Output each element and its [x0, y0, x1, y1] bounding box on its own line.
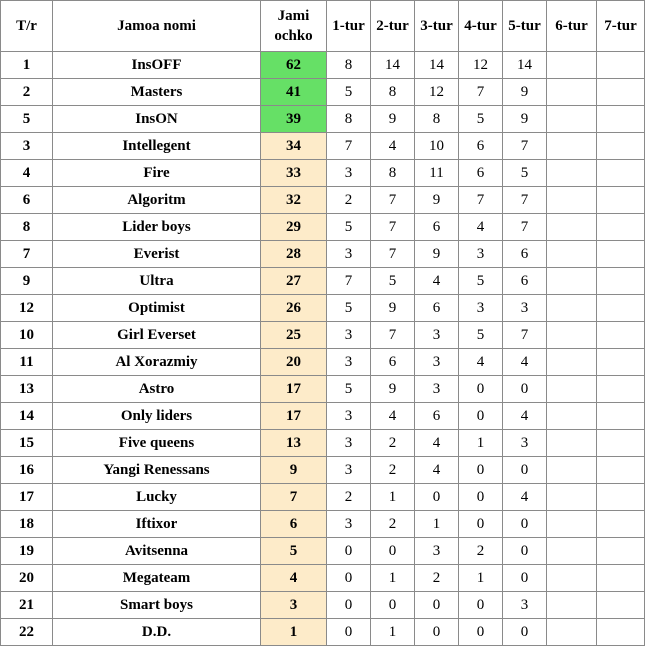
round-3-score: 3 — [415, 376, 459, 403]
row-number: 1 — [1, 52, 53, 79]
round-4-score: 4 — [459, 349, 503, 376]
round-7-score — [597, 538, 645, 565]
table-row — [1, 565, 645, 592]
round-6-score — [547, 349, 597, 376]
total-points: 1 — [261, 619, 327, 646]
round-7-score — [597, 565, 645, 592]
round-7-score — [597, 430, 645, 457]
round-6-score — [547, 268, 597, 295]
table-row — [1, 484, 645, 511]
row-number: 9 — [1, 268, 53, 295]
header-total-line1: Jami — [277, 8, 310, 24]
team-name: Astro — [53, 376, 261, 403]
round-5-score: 0 — [503, 511, 547, 538]
round-6-score — [547, 79, 597, 106]
header-round-5: 5-tur — [503, 1, 547, 52]
total-points: 28 — [261, 241, 327, 268]
round-2-score: 1 — [371, 484, 415, 511]
total-points: 7 — [261, 484, 327, 511]
round-1-score: 0 — [327, 592, 371, 619]
team-name: Girl Everset — [53, 322, 261, 349]
row-number: 20 — [1, 565, 53, 592]
round-7-score — [597, 268, 645, 295]
round-3-score: 3 — [415, 349, 459, 376]
team-name: Lider boys — [53, 214, 261, 241]
total-points: 20 — [261, 349, 327, 376]
table-row — [1, 619, 645, 646]
header-number: T/r — [1, 1, 53, 52]
round-3-score: 6 — [415, 214, 459, 241]
round-5-score: 4 — [503, 403, 547, 430]
round-5-score: 5 — [503, 160, 547, 187]
total-points: 17 — [261, 376, 327, 403]
total-points: 9 — [261, 457, 327, 484]
round-5-score: 0 — [503, 538, 547, 565]
total-points: 13 — [261, 430, 327, 457]
round-2-score: 7 — [371, 241, 415, 268]
round-4-score: 5 — [459, 322, 503, 349]
standings-body — [1, 52, 645, 646]
row-number: 17 — [1, 484, 53, 511]
round-3-score: 9 — [415, 241, 459, 268]
round-5-score: 0 — [503, 619, 547, 646]
round-3-score: 11 — [415, 160, 459, 187]
round-2-score: 8 — [371, 79, 415, 106]
round-7-score — [597, 376, 645, 403]
round-2-score: 1 — [371, 619, 415, 646]
table-row — [1, 79, 645, 106]
row-number: 3 — [1, 133, 53, 160]
team-name: Iftixor — [53, 511, 261, 538]
table-row — [1, 268, 645, 295]
round-7-score — [597, 457, 645, 484]
round-2-score: 7 — [371, 322, 415, 349]
total-points: 5 — [261, 538, 327, 565]
total-points: 39 — [261, 106, 327, 133]
round-1-score: 3 — [327, 349, 371, 376]
round-3-score: 10 — [415, 133, 459, 160]
round-3-score: 1 — [415, 511, 459, 538]
row-number: 21 — [1, 592, 53, 619]
round-3-score: 12 — [415, 79, 459, 106]
team-name: InsON — [53, 106, 261, 133]
round-3-score: 3 — [415, 322, 459, 349]
row-number: 10 — [1, 322, 53, 349]
header-round-3: 3-tur — [415, 1, 459, 52]
row-number: 2 — [1, 79, 53, 106]
round-4-score: 3 — [459, 295, 503, 322]
round-5-score: 9 — [503, 79, 547, 106]
round-4-score: 6 — [459, 160, 503, 187]
round-4-score: 7 — [459, 187, 503, 214]
table-row — [1, 187, 645, 214]
table-row — [1, 160, 645, 187]
round-6-score — [547, 592, 597, 619]
round-1-score: 3 — [327, 160, 371, 187]
team-name: Masters — [53, 79, 261, 106]
total-points: 62 — [261, 52, 327, 79]
round-2-score: 0 — [371, 538, 415, 565]
round-3-score: 8 — [415, 106, 459, 133]
round-6-score — [547, 214, 597, 241]
round-1-score: 8 — [327, 106, 371, 133]
row-number: 7 — [1, 241, 53, 268]
round-7-score — [597, 619, 645, 646]
table-row — [1, 52, 645, 79]
round-7-score — [597, 106, 645, 133]
team-name: Al Xorazmiy — [53, 349, 261, 376]
team-name: Only liders — [53, 403, 261, 430]
round-2-score: 2 — [371, 430, 415, 457]
team-name: Everist — [53, 241, 261, 268]
round-5-score: 0 — [503, 376, 547, 403]
round-4-score: 3 — [459, 241, 503, 268]
round-4-score: 0 — [459, 511, 503, 538]
row-number: 18 — [1, 511, 53, 538]
round-5-score: 6 — [503, 268, 547, 295]
round-2-score: 9 — [371, 106, 415, 133]
round-1-score: 3 — [327, 430, 371, 457]
round-7-score — [597, 403, 645, 430]
round-2-score: 4 — [371, 403, 415, 430]
round-3-score: 4 — [415, 268, 459, 295]
round-5-score: 4 — [503, 484, 547, 511]
round-6-score — [547, 565, 597, 592]
round-4-score: 0 — [459, 592, 503, 619]
round-5-score: 3 — [503, 295, 547, 322]
round-4-score: 6 — [459, 133, 503, 160]
round-2-score: 9 — [371, 295, 415, 322]
round-6-score — [547, 187, 597, 214]
round-3-score: 0 — [415, 592, 459, 619]
round-7-score — [597, 592, 645, 619]
round-1-score: 0 — [327, 565, 371, 592]
round-6-score — [547, 511, 597, 538]
table-row — [1, 403, 645, 430]
round-5-score: 0 — [503, 565, 547, 592]
round-5-score: 7 — [503, 133, 547, 160]
round-2-score: 14 — [371, 52, 415, 79]
row-number: 14 — [1, 403, 53, 430]
header-round-4: 4-tur — [459, 1, 503, 52]
round-6-score — [547, 295, 597, 322]
round-1-score: 5 — [327, 376, 371, 403]
team-name: Yangi Renessans — [53, 457, 261, 484]
round-2-score: 0 — [371, 592, 415, 619]
round-2-score: 1 — [371, 565, 415, 592]
round-3-score: 6 — [415, 295, 459, 322]
header-round-7: 7-tur — [597, 1, 645, 52]
total-points: 6 — [261, 511, 327, 538]
row-number: 16 — [1, 457, 53, 484]
table-row — [1, 349, 645, 376]
round-7-score — [597, 187, 645, 214]
team-name: Optimist — [53, 295, 261, 322]
team-name: Avitsenna — [53, 538, 261, 565]
round-3-score: 6 — [415, 403, 459, 430]
round-5-score: 3 — [503, 430, 547, 457]
round-2-score: 8 — [371, 160, 415, 187]
round-4-score: 0 — [459, 403, 503, 430]
round-1-score: 7 — [327, 133, 371, 160]
round-1-score: 3 — [327, 511, 371, 538]
round-4-score: 0 — [459, 619, 503, 646]
table-row — [1, 295, 645, 322]
round-1-score: 0 — [327, 619, 371, 646]
round-4-score: 0 — [459, 457, 503, 484]
total-points: 33 — [261, 160, 327, 187]
header-total-points — [261, 1, 327, 52]
round-5-score: 7 — [503, 322, 547, 349]
round-7-score — [597, 160, 645, 187]
table-row — [1, 511, 645, 538]
round-6-score — [547, 403, 597, 430]
total-points: 27 — [261, 268, 327, 295]
header-round-6: 6-tur — [547, 1, 597, 52]
round-6-score — [547, 457, 597, 484]
row-number: 5 — [1, 106, 53, 133]
round-7-score — [597, 484, 645, 511]
total-points: 4 — [261, 565, 327, 592]
team-name: D.D. — [53, 619, 261, 646]
round-3-score: 14 — [415, 52, 459, 79]
team-name: Intellegent — [53, 133, 261, 160]
round-5-score: 7 — [503, 187, 547, 214]
total-points: 26 — [261, 295, 327, 322]
round-6-score — [547, 619, 597, 646]
header-total-line2: ochko — [274, 28, 313, 44]
round-5-score: 4 — [503, 349, 547, 376]
round-6-score — [547, 538, 597, 565]
round-2-score: 9 — [371, 376, 415, 403]
table-row — [1, 592, 645, 619]
row-number: 4 — [1, 160, 53, 187]
round-3-score: 2 — [415, 565, 459, 592]
header-team-name: Jamoa nomi — [53, 1, 261, 52]
table-row — [1, 376, 645, 403]
table-row — [1, 430, 645, 457]
table-row — [1, 214, 645, 241]
round-2-score: 7 — [371, 187, 415, 214]
round-6-score — [547, 133, 597, 160]
round-4-score: 4 — [459, 214, 503, 241]
round-6-score — [547, 484, 597, 511]
header-round-1: 1-tur — [327, 1, 371, 52]
round-5-score: 3 — [503, 592, 547, 619]
round-7-score — [597, 511, 645, 538]
round-4-score: 5 — [459, 268, 503, 295]
round-1-score: 2 — [327, 484, 371, 511]
table-row — [1, 322, 645, 349]
round-4-score: 5 — [459, 106, 503, 133]
round-1-score: 3 — [327, 241, 371, 268]
team-name: Ultra — [53, 268, 261, 295]
round-7-score — [597, 79, 645, 106]
total-points: 3 — [261, 592, 327, 619]
round-1-score: 5 — [327, 214, 371, 241]
round-7-score — [597, 133, 645, 160]
table-row — [1, 538, 645, 565]
team-name: Megateam — [53, 565, 261, 592]
round-6-score — [547, 241, 597, 268]
round-1-score: 5 — [327, 295, 371, 322]
row-number: 8 — [1, 214, 53, 241]
round-2-score: 6 — [371, 349, 415, 376]
round-1-score: 3 — [327, 322, 371, 349]
row-number: 11 — [1, 349, 53, 376]
table-row — [1, 457, 645, 484]
round-4-score: 7 — [459, 79, 503, 106]
row-number: 13 — [1, 376, 53, 403]
team-name: Fire — [53, 160, 261, 187]
round-4-score: 1 — [459, 565, 503, 592]
total-points: 34 — [261, 133, 327, 160]
round-4-score: 12 — [459, 52, 503, 79]
round-7-score — [597, 349, 645, 376]
round-1-score: 3 — [327, 457, 371, 484]
round-5-score: 14 — [503, 52, 547, 79]
round-7-score — [597, 295, 645, 322]
round-1-score: 3 — [327, 403, 371, 430]
row-number: 15 — [1, 430, 53, 457]
round-5-score: 6 — [503, 241, 547, 268]
round-3-score: 0 — [415, 619, 459, 646]
team-name: Algoritm — [53, 187, 261, 214]
row-number: 22 — [1, 619, 53, 646]
round-6-score — [547, 376, 597, 403]
header-row — [1, 1, 645, 52]
round-1-score: 5 — [327, 79, 371, 106]
round-3-score: 3 — [415, 538, 459, 565]
round-6-score — [547, 106, 597, 133]
total-points: 25 — [261, 322, 327, 349]
round-6-score — [547, 52, 597, 79]
round-7-score — [597, 52, 645, 79]
round-3-score: 9 — [415, 187, 459, 214]
round-2-score: 5 — [371, 268, 415, 295]
round-3-score: 4 — [415, 457, 459, 484]
team-name: Smart boys — [53, 592, 261, 619]
row-number: 12 — [1, 295, 53, 322]
round-5-score: 0 — [503, 457, 547, 484]
round-4-score: 2 — [459, 538, 503, 565]
table-row — [1, 241, 645, 268]
round-1-score: 8 — [327, 52, 371, 79]
round-4-score: 1 — [459, 430, 503, 457]
team-name: Lucky — [53, 484, 261, 511]
row-number: 6 — [1, 187, 53, 214]
round-1-score: 2 — [327, 187, 371, 214]
round-2-score: 2 — [371, 511, 415, 538]
round-1-score: 0 — [327, 538, 371, 565]
round-7-score — [597, 214, 645, 241]
round-2-score: 4 — [371, 133, 415, 160]
round-5-score: 7 — [503, 214, 547, 241]
header-round-2: 2-tur — [371, 1, 415, 52]
round-2-score: 7 — [371, 214, 415, 241]
table-row — [1, 106, 645, 133]
total-points: 32 — [261, 187, 327, 214]
round-6-score — [547, 430, 597, 457]
round-6-score — [547, 322, 597, 349]
round-7-score — [597, 322, 645, 349]
team-name: Five queens — [53, 430, 261, 457]
round-1-score: 7 — [327, 268, 371, 295]
row-number: 19 — [1, 538, 53, 565]
table-row — [1, 133, 645, 160]
total-points: 17 — [261, 403, 327, 430]
round-3-score: 4 — [415, 430, 459, 457]
team-name: InsOFF — [53, 52, 261, 79]
round-2-score: 2 — [371, 457, 415, 484]
round-5-score: 9 — [503, 106, 547, 133]
round-7-score — [597, 241, 645, 268]
total-points: 41 — [261, 79, 327, 106]
round-3-score: 0 — [415, 484, 459, 511]
total-points: 29 — [261, 214, 327, 241]
round-6-score — [547, 160, 597, 187]
round-4-score: 0 — [459, 376, 503, 403]
round-4-score: 0 — [459, 484, 503, 511]
